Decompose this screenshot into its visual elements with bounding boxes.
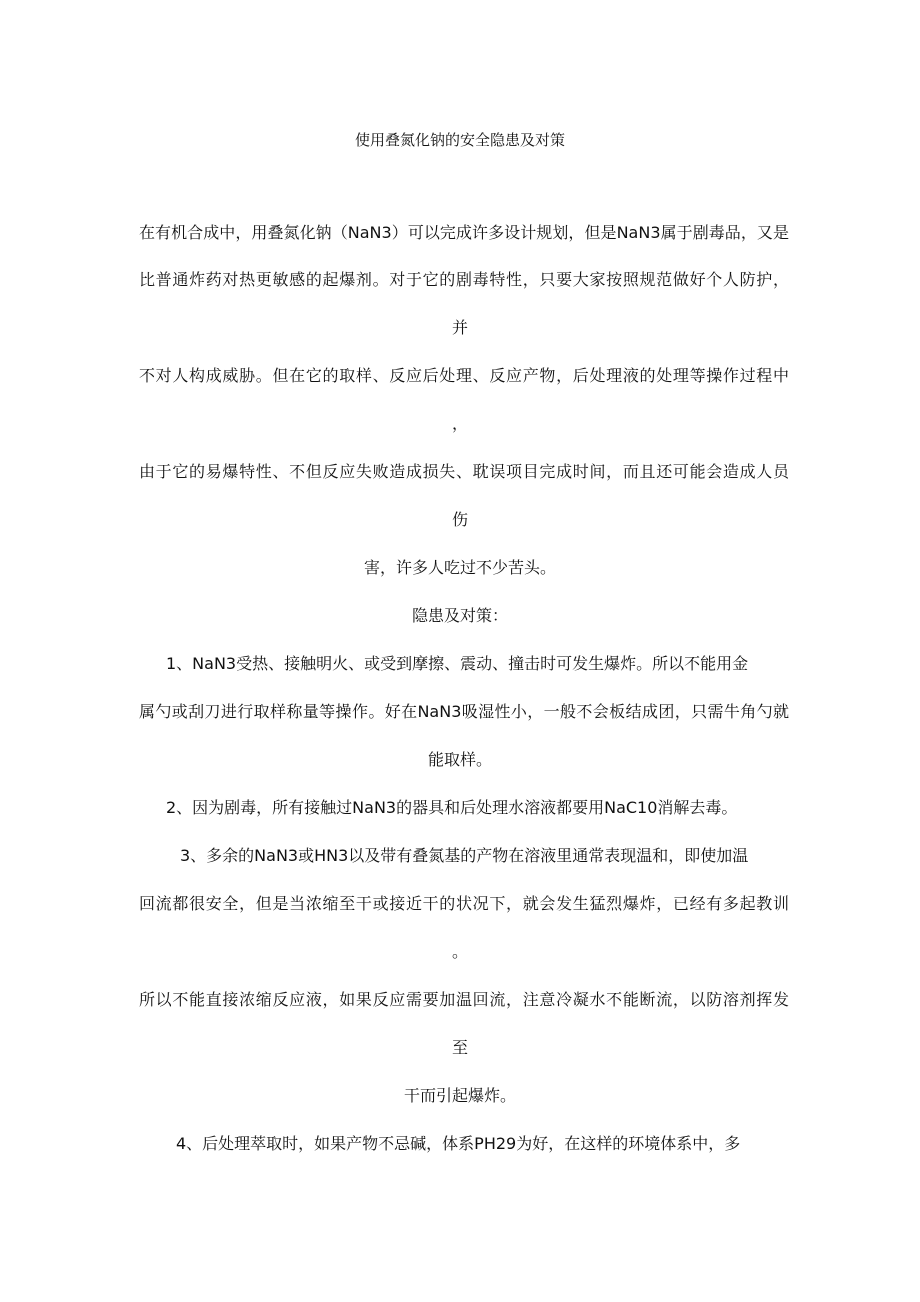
paragraph-line: 不对人构成威胁。但在它的取样、反应后处理、反应产物，后处理液的处理等操作过程中	[139, 366, 789, 385]
list-item-1-line: 属勺或刮刀进行取样称量等操作。好在NaN3吸湿性小，一般不会板结成团，只需牛角勺就	[139, 702, 789, 721]
list-item-3-line: 至	[451, 1038, 468, 1057]
paragraph-line: 并	[451, 318, 468, 337]
list-item-3-line: 所以不能直接浓缩反应液，如果反应需要加温回流，注意冷凝水不能断流，以防溶剂挥发	[139, 990, 789, 1009]
list-item-3-line: 干而引起爆炸。	[403, 1086, 516, 1105]
document-title: 使用叠氮化钠的安全隐患及对策	[354, 131, 565, 149]
paragraph-line: 比普通炸药对热更敏感的起爆剂。对于它的剧毒特性，只要大家按照规范做好个人防护，	[139, 270, 789, 289]
list-item-3-line: 回流都很安全，但是当浓缩至干或接近干的状况下，就会发生猛烈爆炸，已经有多起教训	[139, 894, 789, 913]
paragraph-line: 在有机合成中，用叠氮化钠（NaN3）可以完成许多设计规划，但是NaN3属于剧毒品，又是	[139, 223, 789, 242]
paragraph-line: ，	[451, 414, 468, 433]
paragraph-line: 由于它的易爆特性、不但反应失败造成损失、耽误项目完成时间，而且还可能会造成人员	[139, 462, 789, 481]
list-item-4-line: 4、后处理萃取时，如果产物不忌碱，体系PH29为好，在这样的环境体系中，多	[176, 1134, 741, 1153]
paragraph-line: 伤	[451, 510, 468, 529]
section-heading: 隐患及对策：	[411, 606, 508, 625]
list-item-1-line: 1、NaN3受热、接触明火、或受到摩擦、震动、撞击时可发生爆炸。所以不能用金	[166, 654, 749, 673]
list-item-2-line: 2、因为剧毒，所有接触过NaN3的器具和后处理水溶液都要用NaC10消解去毒。	[166, 798, 738, 817]
paragraph-line: 害，许多人吃过不少苦头。	[363, 558, 556, 577]
list-item-1-line: 能取样。	[427, 750, 492, 769]
list-item-3-line: 。	[451, 942, 468, 961]
list-item-3-line: 3、多余的NaN3或HN3以及带有叠氮基的产物在溶液里通常表现温和，即使加温	[180, 846, 749, 865]
